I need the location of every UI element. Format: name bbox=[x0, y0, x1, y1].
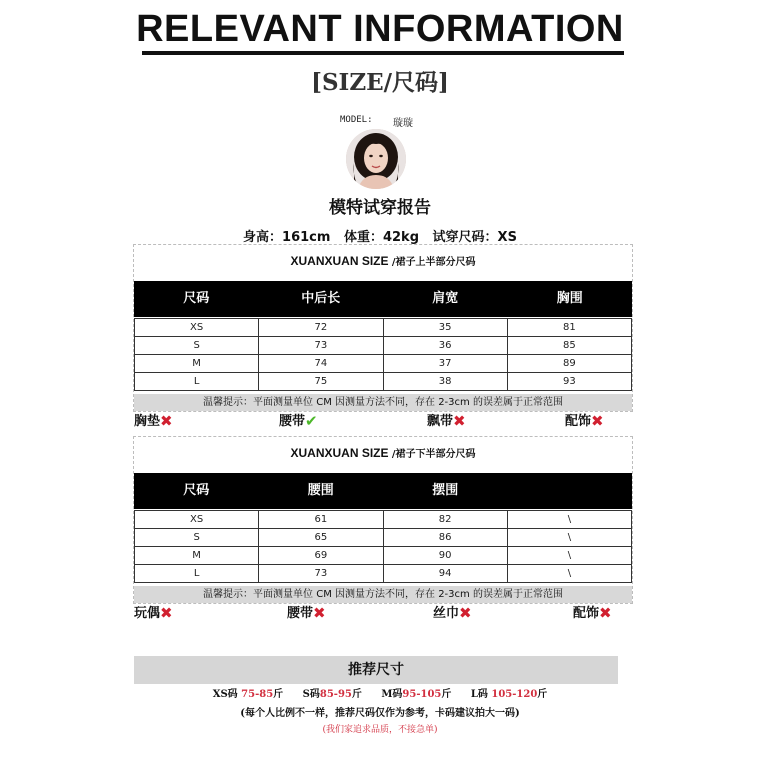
accessory-chest-pad bbox=[134, 414, 173, 430]
recommend-unit: 斤 bbox=[441, 689, 452, 700]
main-title: RELEVANT INFORMATION bbox=[136, 8, 624, 50]
table-row bbox=[135, 547, 632, 565]
accessory-label: 腰带 bbox=[287, 606, 314, 621]
upper-size-table bbox=[133, 244, 633, 412]
recommend-item bbox=[213, 689, 283, 700]
upper-table-header bbox=[134, 281, 632, 317]
recommend-item bbox=[303, 689, 362, 700]
table-cell: S bbox=[135, 529, 259, 547]
cross-icon: ✖ bbox=[459, 604, 472, 622]
table-cell: 86 bbox=[384, 529, 508, 547]
table-row bbox=[135, 319, 632, 337]
size-heading: [SIZE/尺码] bbox=[311, 69, 449, 96]
column-header: 腰围 bbox=[307, 483, 334, 498]
accessory-label: 玩偶 bbox=[134, 606, 161, 621]
table-cell: 72 bbox=[259, 319, 383, 337]
model-height: 身高：161cm bbox=[243, 230, 331, 245]
recommend-size: XS码 bbox=[212, 689, 238, 700]
accessory-label: 丝巾 bbox=[433, 606, 460, 621]
accessory-ribbon bbox=[427, 414, 466, 430]
accessory-label: 配饰 bbox=[573, 606, 600, 621]
table-cell: 93 bbox=[508, 373, 632, 391]
fit-report-title: 模特试穿报告 bbox=[329, 198, 431, 218]
column-header bbox=[508, 473, 633, 509]
recommend-item bbox=[471, 689, 547, 700]
recommend-title: 推荐尺寸 bbox=[134, 656, 618, 684]
accessory-label: 配饰 bbox=[565, 414, 592, 429]
recommend-unit: 斤 bbox=[351, 689, 362, 700]
cross-icon: ✖ bbox=[453, 412, 466, 430]
table-cell: L bbox=[135, 565, 259, 583]
recommend-range: 75-85 bbox=[241, 689, 274, 700]
measurement-tip: 温馨提示：平面测量单位 CM 因测量方法不同，存在 2-3cm 的误差属于正常范围 bbox=[134, 586, 632, 603]
accessory-ornament bbox=[573, 606, 612, 622]
cross-icon: ✖ bbox=[313, 604, 326, 622]
lower-table-subtitle: /裙子下半部分尺码 bbox=[391, 449, 476, 460]
column-header: 尺码 bbox=[183, 483, 210, 498]
recommend-size: S码 bbox=[302, 689, 320, 700]
table-cell: L bbox=[135, 373, 259, 391]
table-cell: \ bbox=[508, 547, 632, 565]
table-cell: S bbox=[135, 337, 259, 355]
table-cell: 94 bbox=[384, 565, 508, 583]
recommend-unit: 斤 bbox=[273, 689, 284, 700]
recommend-size: M码 bbox=[381, 689, 403, 700]
model-stats bbox=[0, 226, 760, 245]
table-cell: 61 bbox=[259, 511, 383, 529]
table-row bbox=[135, 565, 632, 583]
table-cell: \ bbox=[508, 565, 632, 583]
table-row bbox=[135, 511, 632, 529]
recommend-range: 105-120 bbox=[491, 689, 538, 700]
recommend-range: 95-105 bbox=[402, 689, 442, 700]
table-cell: 82 bbox=[384, 511, 508, 529]
upper-table-subtitle: /裙子上半部分尺码 bbox=[391, 257, 476, 268]
lower-table-brand: XUANXUAN SIZE bbox=[290, 446, 389, 460]
table-cell: 74 bbox=[259, 355, 383, 373]
accessory-belt bbox=[279, 414, 318, 430]
cross-icon: ✖ bbox=[160, 604, 173, 622]
table-cell: 90 bbox=[384, 547, 508, 565]
accessory-label: 腰带 bbox=[279, 414, 306, 429]
column-header: 摆围 bbox=[432, 483, 459, 498]
lower-size-table bbox=[133, 436, 633, 604]
cross-icon: ✖ bbox=[591, 412, 604, 430]
recommend-sizes bbox=[0, 685, 760, 700]
lower-table-body bbox=[134, 510, 632, 583]
accessory-belt bbox=[287, 606, 326, 622]
recommend-item bbox=[381, 689, 451, 700]
table-cell: M bbox=[135, 355, 259, 373]
table-cell: 37 bbox=[384, 355, 508, 373]
table-cell: 36 bbox=[384, 337, 508, 355]
table-cell: 73 bbox=[259, 337, 383, 355]
table-cell: \ bbox=[508, 529, 632, 547]
table-cell: M bbox=[135, 547, 259, 565]
table-cell: 85 bbox=[508, 337, 632, 355]
upper-table-brand: XUANXUAN SIZE bbox=[290, 254, 389, 268]
recommend-note: (每个人比例不一样，推荐尺码仅作为参考，卡码建议拍大一码) bbox=[240, 708, 520, 719]
table-cell: XS bbox=[135, 511, 259, 529]
column-header: 中后长 bbox=[301, 291, 341, 306]
table-cell: 73 bbox=[259, 565, 383, 583]
lower-table-title bbox=[134, 437, 632, 469]
recommend-size: L码 bbox=[470, 689, 488, 700]
model-weight: 体重：42kg bbox=[343, 230, 420, 245]
table-row bbox=[135, 337, 632, 355]
table-cell: \ bbox=[508, 511, 632, 529]
recommend-range: 85-95 bbox=[319, 689, 352, 700]
cross-icon: ✖ bbox=[599, 604, 612, 622]
recommend-unit: 斤 bbox=[537, 689, 548, 700]
model-avatar bbox=[346, 129, 406, 189]
table-cell: 35 bbox=[384, 319, 508, 337]
check-icon: ✔ bbox=[305, 412, 318, 430]
lower-table-header bbox=[134, 473, 632, 509]
accessory-scarf bbox=[433, 606, 472, 622]
upper-table-body bbox=[134, 318, 632, 391]
table-cell: 65 bbox=[259, 529, 383, 547]
table-cell: 69 bbox=[259, 547, 383, 565]
table-cell: 75 bbox=[259, 373, 383, 391]
table-cell: XS bbox=[135, 319, 259, 337]
accessory-ornament bbox=[565, 414, 604, 430]
column-header: 尺码 bbox=[183, 291, 210, 306]
table-row bbox=[135, 373, 632, 391]
accessory-label: 胸垫 bbox=[134, 414, 161, 429]
model-name: 璇璇 bbox=[393, 118, 413, 129]
table-cell: 89 bbox=[508, 355, 632, 373]
quality-note: (我们家追求品质，不接急单) bbox=[322, 725, 438, 735]
table-row bbox=[135, 529, 632, 547]
table-cell: 38 bbox=[384, 373, 508, 391]
title-underline bbox=[142, 51, 624, 55]
table-row bbox=[135, 355, 632, 373]
column-header: 肩宽 bbox=[432, 291, 459, 306]
column-header: 胸围 bbox=[556, 291, 583, 306]
accessory-label: 飘带 bbox=[427, 414, 454, 429]
model-fit-size: 试穿尺码：XS bbox=[432, 230, 517, 245]
cross-icon: ✖ bbox=[160, 412, 173, 430]
model-label: MODEL: bbox=[340, 115, 373, 125]
upper-table-title bbox=[134, 245, 632, 277]
table-cell: 81 bbox=[508, 319, 632, 337]
measurement-tip: 温馨提示：平面测量单位 CM 因测量方法不同，存在 2-3cm 的误差属于正常范围 bbox=[134, 394, 632, 411]
accessory-doll bbox=[134, 606, 173, 622]
